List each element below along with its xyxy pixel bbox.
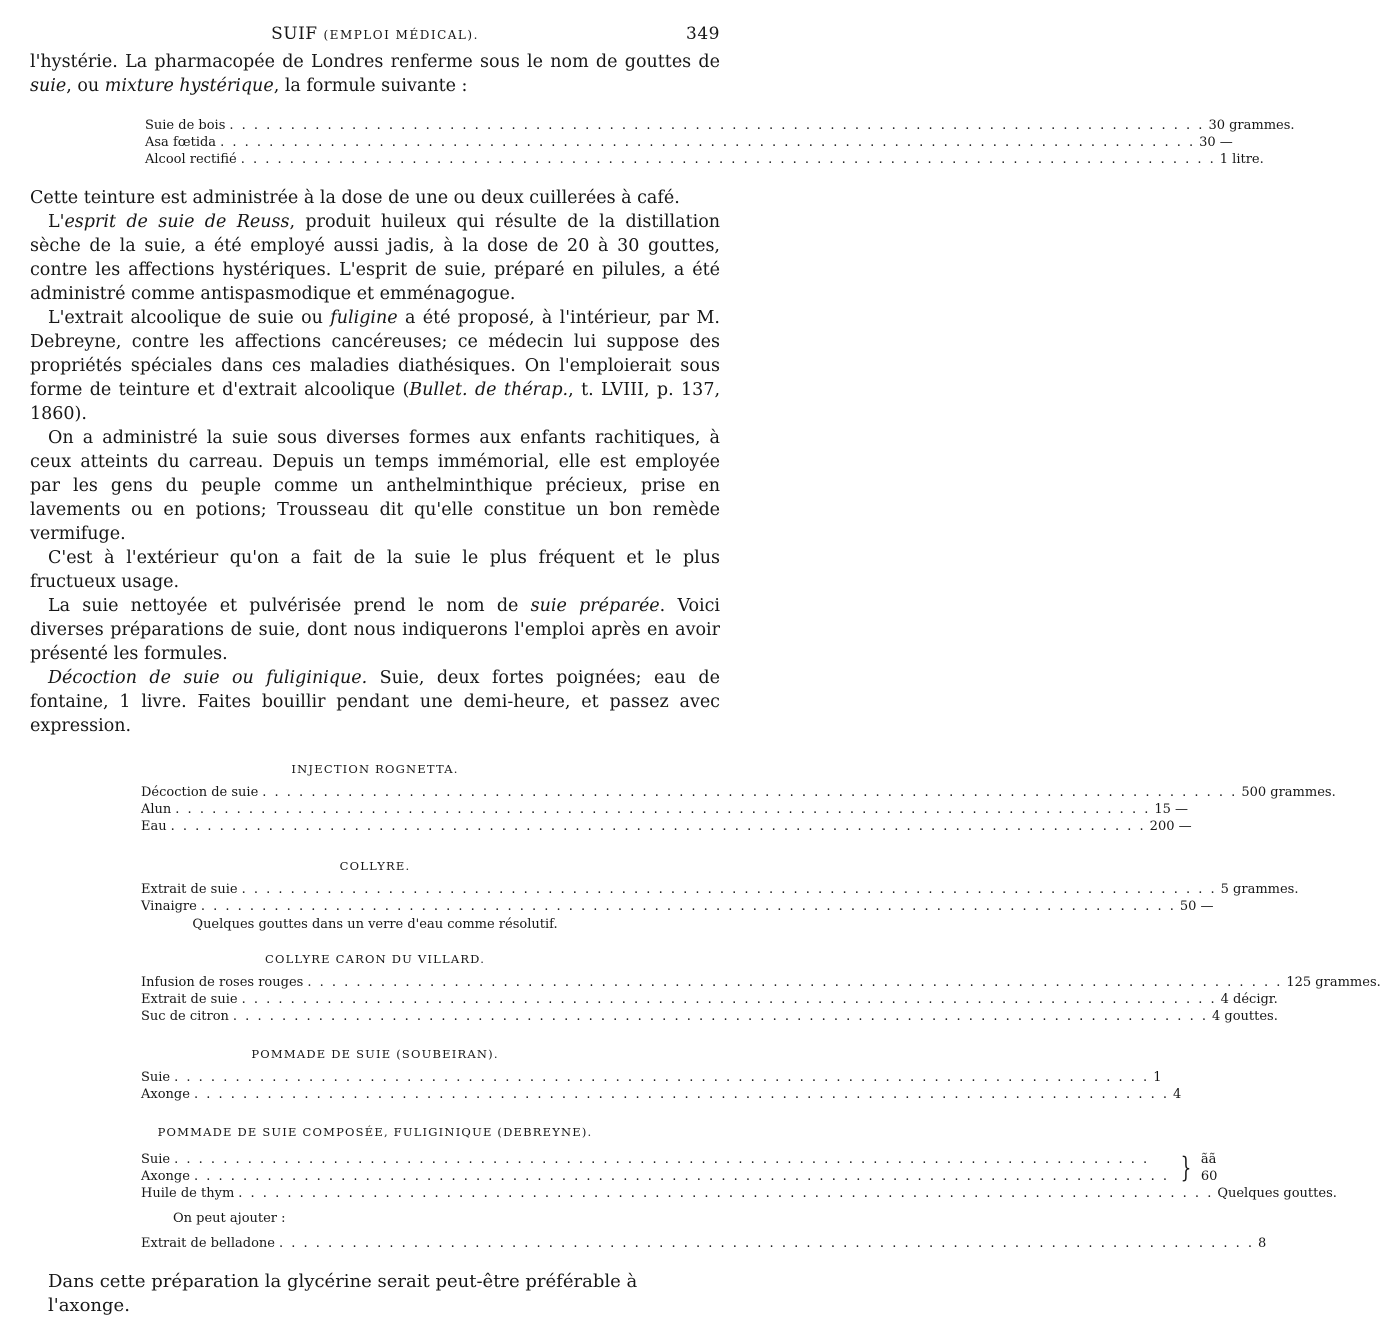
paragraph-extrait-alcoolique	[30, 306, 720, 426]
recipe-row	[141, 1168, 1173, 1185]
ingredient-quantity: 500 grammes.	[1241, 785, 1336, 800]
section-title-injection: INJECTION ROGNETTA.	[291, 762, 459, 776]
ingredient-quantity: 1 litre.	[1219, 152, 1264, 167]
leader-dots	[233, 1008, 1208, 1025]
ingredient-quantity: 4	[1172, 1087, 1182, 1102]
ingredient-name: Asa fœtida	[145, 135, 217, 150]
paragraph-esprit-de-suie	[30, 210, 720, 306]
section-title-collyre: COLLYRE.	[339, 859, 411, 873]
leader-dots	[171, 818, 1146, 835]
recipe-row	[145, 117, 1295, 134]
ingredient-name: Eau	[141, 819, 167, 834]
ingredient-quantity: 30 grammes.	[1208, 118, 1295, 133]
running-header	[30, 24, 720, 46]
ingredient-name: Suie	[141, 1152, 171, 1167]
recipe-injection	[141, 784, 1336, 835]
recipe-pommade-composee	[141, 1151, 1337, 1252]
ingredient-quantity: 200 —	[1149, 819, 1192, 834]
ingredient-name: Extrait de belladone	[141, 1236, 275, 1251]
shared-quantity: ãã 60	[1200, 1152, 1218, 1184]
recipe-gouttes-de-suie	[145, 117, 1295, 168]
text-run: a été proposé, à l'intérieur, par M. Debreyne, contre les affections cancéreuses; ce médecin lui suppose des propriétés spéciales dans ces maladies diathésiques. On l'emploierait sous forme de teinture et d'extrait alcoolique (	[30, 308, 720, 400]
final-sentence: Dans cette préparation la glycérine serait peut-être préférable à l'axonge.	[48, 1271, 638, 1316]
italic-run: fuligine	[330, 308, 398, 328]
header-title-sub: (EMPLOI MÉDICAL).	[323, 28, 479, 42]
usage-note: Quelques gouttes dans un verre d'eau comme résolutif.	[192, 917, 558, 932]
leader-dots	[241, 151, 1216, 168]
italic-run: Décoction de suie ou fuliginique.	[48, 668, 368, 688]
page-number: 349	[686, 24, 720, 44]
leader-dots	[242, 991, 1217, 1008]
text-run: La suie nettoyée et pulvérisée prend le nom de	[48, 596, 531, 616]
leader-dots	[201, 898, 1176, 915]
recipe-collyre	[141, 881, 1299, 915]
ingredient-name: Suie	[141, 1070, 171, 1085]
recipe-row	[145, 134, 1233, 151]
recipe-row	[141, 1086, 1182, 1103]
recipe-row	[141, 1008, 1278, 1025]
italic-run: mixture hystérique	[104, 76, 274, 96]
recipe-row	[141, 881, 1299, 898]
leader-dots	[174, 1151, 1169, 1168]
leader-dots	[194, 1086, 1169, 1103]
italic-run: Bullet. de thérap.	[409, 380, 569, 400]
text-run: , ou	[66, 76, 105, 96]
section-title-pommade: POMMADE DE SUIE (SOUBEIRAN).	[251, 1047, 499, 1061]
text-run: Suie, deux fortes poignées; eau de fontaine, 1 livre. Faites bouillir pendant une demi-heure, et passez avec expression.	[30, 668, 720, 736]
ingredient-quantity: 8	[1258, 1236, 1267, 1251]
ingredient-name: Axonge	[141, 1087, 190, 1102]
recipe-row	[141, 1235, 1267, 1252]
header-title	[30, 24, 720, 44]
section-title-collyre-caron: COLLYRE CARON DU VILLARD.	[264, 952, 486, 966]
recipe-row	[141, 974, 1381, 991]
curly-brace-icon: }	[1180, 1151, 1192, 1184]
recipe-row	[141, 784, 1336, 801]
addition-note: On peut ajouter :	[173, 1211, 286, 1226]
recipe-row	[141, 1151, 1173, 1168]
text-run: , produit huileux qui résulte de la distillation sèche de la suie, a été employé aussi jadis, à la dose de 20 à 30 gouttes, contre les affections hystériques. L'esprit de suie, préparé en pilules, a été administré comme antispasmodique et emménagogue.	[30, 212, 721, 304]
document-page	[30, 24, 1381, 1318]
ingredient-name: Décoction de suie	[141, 785, 259, 800]
ingredient-quantity: 5 grammes.	[1220, 882, 1299, 897]
recipe-collyre-caron	[141, 974, 1381, 1025]
ingredient-name: Alcool rectifié	[145, 152, 237, 167]
leader-dots	[279, 1235, 1254, 1252]
ingredient-name: Suc de citron	[141, 1009, 229, 1024]
paragraph-suie-preparee	[30, 594, 720, 666]
ingredient-name: Axonge	[141, 1169, 190, 1184]
ingredient-name: Vinaigre	[141, 899, 197, 914]
ingredient-name: Suie de bois	[145, 118, 226, 133]
text-run: L'extrait alcoolique de suie ou	[48, 308, 331, 328]
italic-run: suie préparée	[530, 596, 660, 616]
ingredient-quantity: 4 gouttes.	[1211, 1009, 1278, 1024]
ingredient-quantity: 125 grammes.	[1286, 975, 1381, 990]
brace-rows	[141, 1151, 1173, 1185]
recipe-row	[141, 898, 1214, 915]
recipe-row	[141, 818, 1192, 835]
recipe-row	[145, 151, 1264, 168]
leader-dots	[194, 1168, 1169, 1185]
ingredient-quantity: Quelques gouttes.	[1217, 1186, 1337, 1201]
recipe-row	[141, 801, 1189, 818]
ingredient-name: Alun	[141, 802, 172, 817]
ingredient-name: Extrait de suie	[141, 882, 238, 897]
ingredient-quantity: 4 décigr.	[1220, 992, 1278, 1007]
paragraph-dose: Cette teinture est administrée à la dose de une ou deux cuillerées à café.	[30, 188, 680, 208]
ingredient-quantity: 1	[1153, 1070, 1162, 1085]
leader-dots	[229, 117, 1204, 134]
leader-dots	[174, 1069, 1149, 1086]
recipe-row	[141, 1069, 1162, 1086]
recipe-row	[141, 1185, 1337, 1202]
leader-dots	[238, 1185, 1213, 1202]
recipe-pommade	[141, 1069, 1182, 1103]
ingredient-name: Huile de thym	[141, 1186, 235, 1201]
text-run: l'hystérie. La pharmacopée de Londres renferme sous le nom de gouttes de	[30, 52, 720, 72]
italic-run: suie	[30, 76, 67, 96]
text-run: . Voici diverses préparations de suie, dont nous indiquerons l'emploi après en avoir présenté les formules.	[30, 596, 721, 664]
ingredient-quantity: 50 —	[1179, 899, 1214, 914]
paragraph-decoction	[30, 666, 720, 738]
paragraph-intro	[30, 50, 720, 98]
paragraph-exterieur: C'est à l'extérieur qu'on a fait de la suie le plus fréquent et le plus fructueux usage.	[30, 548, 720, 592]
leader-dots	[307, 974, 1282, 991]
ingredient-name: Infusion de roses rouges	[141, 975, 304, 990]
recipe-row	[141, 991, 1278, 1008]
leader-dots	[175, 801, 1150, 818]
section-title-pommade-composee: POMMADE DE SUIE COMPOSÉE, FULIGINIQUE (DEBREYNE).	[157, 1125, 593, 1139]
leader-dots	[220, 134, 1195, 151]
ingredient-name: Extrait de suie	[141, 992, 238, 1007]
paragraph-enfants-rachitiques: On a administré la suie sous diverses formes aux enfants rachitiques, à ceux atteints du carreau. Depuis un temps immémorial, elle est employée par les gens du peuple comme un anthelminthique précieux, prise en lavements ou en potions; Trousseau dit qu'elle constitue un bon remède vermifuge.	[30, 428, 720, 544]
text-run: L'	[48, 212, 65, 232]
ingredient-quantity: 15 —	[1154, 802, 1189, 817]
brace-group	[141, 1151, 1218, 1185]
text-run: , t. LVIII, p. 137, 1860).	[30, 380, 721, 424]
header-title-main: SUIF	[271, 24, 318, 44]
italic-run: esprit de suie de Reuss	[64, 212, 290, 232]
leader-dots	[262, 784, 1237, 801]
ingredient-quantity: 30 —	[1199, 135, 1233, 150]
text-run: , la formule suivante :	[273, 76, 468, 96]
leader-dots	[242, 881, 1217, 898]
